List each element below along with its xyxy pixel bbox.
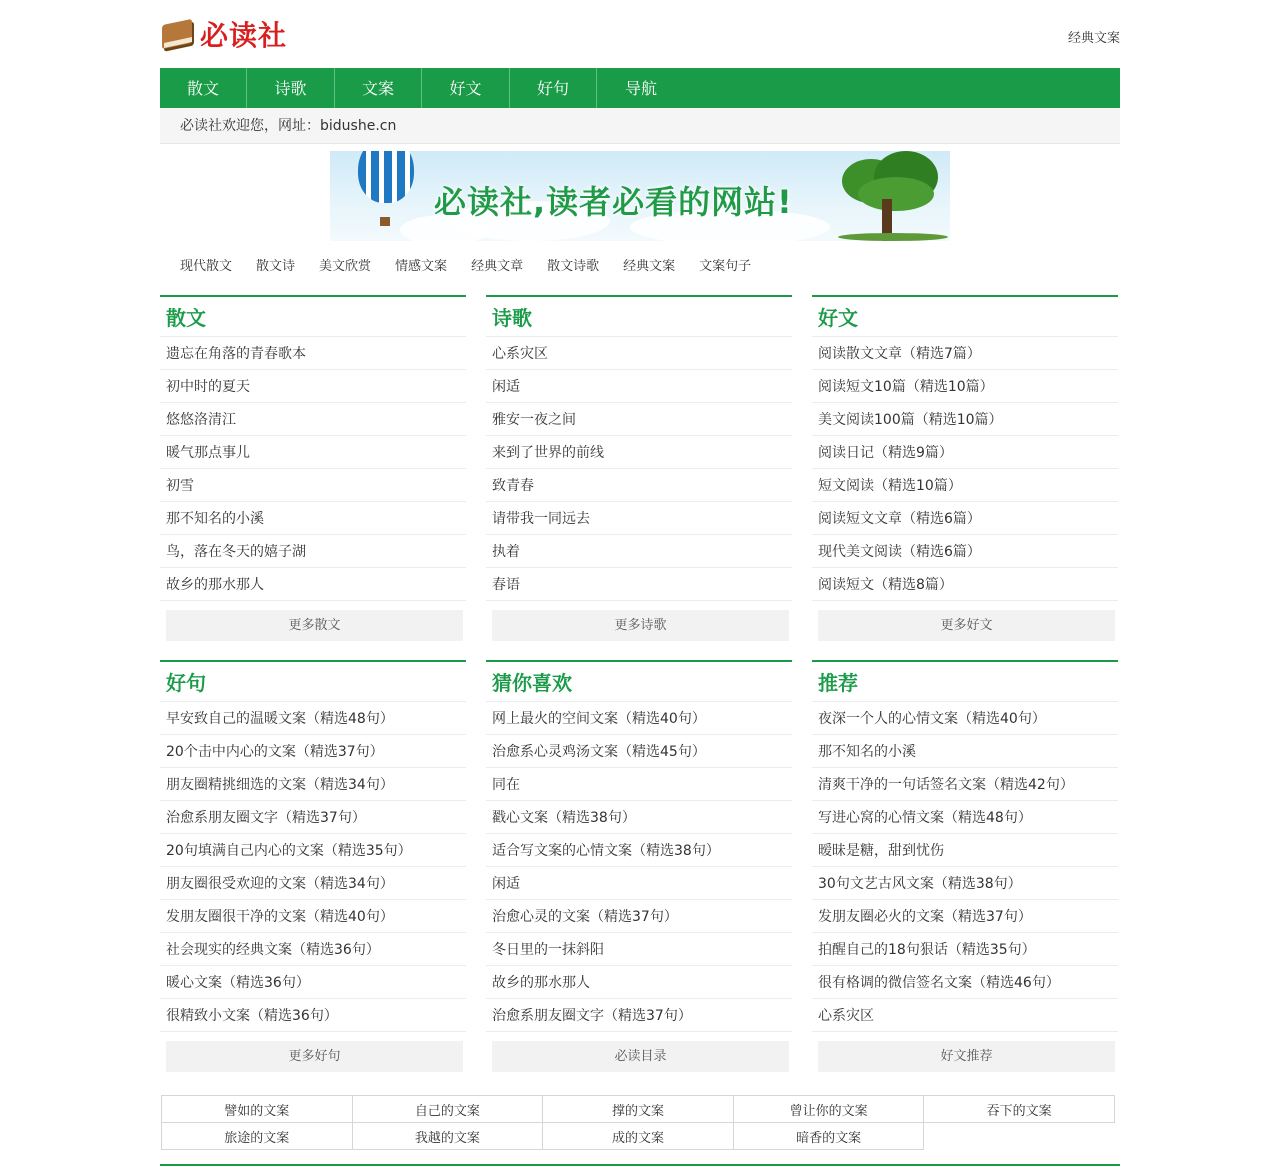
list-item[interactable]: 致青春 bbox=[486, 469, 792, 502]
related-links-table bbox=[161, 1095, 1115, 1150]
list-item[interactable]: 初中时的夏天 bbox=[160, 370, 466, 403]
tag-link[interactable]: 散文诗 bbox=[256, 259, 296, 274]
panel-title[interactable]: 推荐 bbox=[812, 662, 1118, 702]
hot-air-balloon-icon bbox=[358, 151, 414, 217]
article-list bbox=[812, 702, 1118, 1032]
nav-item-copywriting[interactable]: 文案 bbox=[335, 68, 422, 108]
list-item[interactable]: 很精致小文案（精选36句） bbox=[160, 999, 466, 1032]
nav-item-good-articles[interactable]: 好文 bbox=[422, 68, 510, 108]
article-list bbox=[486, 337, 792, 601]
welcome-bar: 必读社欢迎您，网址：bidushe.cn bbox=[160, 108, 1120, 144]
list-item[interactable]: 拍醒自己的18句狠话（精选35句） bbox=[812, 933, 1118, 966]
list-item[interactable]: 阅读短文文章（精选6篇） bbox=[812, 502, 1118, 535]
panel-title[interactable]: 好文 bbox=[812, 297, 1118, 337]
list-item[interactable]: 初雪 bbox=[160, 469, 466, 502]
book-icon bbox=[160, 18, 196, 50]
related-link[interactable]: 自己的文案 bbox=[352, 1096, 543, 1123]
tag-link[interactable]: 经典文章 bbox=[471, 259, 524, 274]
list-item[interactable]: 20句填满自己内心的文案（精选35句） bbox=[160, 834, 466, 867]
list-item[interactable]: 朋友圈精挑细选的文案（精选34句） bbox=[160, 768, 466, 801]
nav-item-navigation[interactable]: 导航 bbox=[624, 79, 657, 98]
list-item[interactable]: 夜深一个人的心情文案（精选40句） bbox=[812, 702, 1118, 735]
list-item[interactable]: 发朋友圈很干净的文案（精选40句） bbox=[160, 900, 466, 933]
list-item[interactable]: 阅读短文10篇（精选10篇） bbox=[812, 370, 1118, 403]
panel-you-may-like bbox=[486, 660, 792, 1072]
list-item[interactable]: 很有格调的微信签名文案（精选46句） bbox=[812, 966, 1118, 999]
list-item[interactable]: 写进心窝的心情文案（精选48句） bbox=[812, 801, 1118, 834]
footer-divider bbox=[160, 1164, 1120, 1166]
related-link[interactable]: 撑的文案 bbox=[543, 1096, 734, 1123]
list-item[interactable]: 30句文艺古风文案（精选38句） bbox=[812, 867, 1118, 900]
list-item[interactable]: 朋友圈很受欢迎的文案（精选34句） bbox=[160, 867, 466, 900]
page-container bbox=[160, 0, 1120, 1146]
related-link[interactable]: 譬如的文案 bbox=[162, 1096, 353, 1123]
nav-item-good-sentences[interactable]: 好句 bbox=[510, 68, 597, 108]
list-item[interactable]: 同在 bbox=[486, 768, 792, 801]
banner-image[interactable] bbox=[330, 151, 950, 241]
site-logo[interactable] bbox=[160, 16, 287, 52]
list-item[interactable]: 现代美文阅读（精选6篇） bbox=[812, 535, 1118, 568]
article-list bbox=[160, 337, 466, 601]
list-item[interactable]: 戳心文案（精选38句） bbox=[486, 801, 792, 834]
banner-text: 必读社,读者必看的网站! bbox=[434, 183, 793, 221]
logo-text: 必读社 bbox=[200, 19, 288, 52]
article-list bbox=[812, 337, 1118, 601]
list-item[interactable]: 闲适 bbox=[486, 867, 792, 900]
panel-prose bbox=[160, 295, 466, 641]
tree-icon bbox=[828, 151, 950, 241]
list-item[interactable]: 那不知名的小溪 bbox=[812, 735, 1118, 768]
list-item[interactable]: 适合写文案的心情文案（精选38句） bbox=[486, 834, 792, 867]
tag-bar bbox=[160, 252, 1120, 282]
related-link[interactable]: 成的文案 bbox=[543, 1123, 734, 1150]
empty-cell bbox=[924, 1123, 1115, 1150]
tag-link[interactable]: 美文欣赏 bbox=[319, 259, 372, 274]
tag-link[interactable]: 情感文案 bbox=[395, 259, 448, 274]
list-item[interactable]: 闲适 bbox=[486, 370, 792, 403]
list-item[interactable]: 暖气那点事儿 bbox=[160, 436, 466, 469]
list-item[interactable]: 治愈系朋友圈文字（精选37句） bbox=[160, 801, 466, 834]
panel-title[interactable]: 猜你喜欢 bbox=[486, 662, 792, 702]
more-button[interactable]: 必读目录 bbox=[492, 1041, 789, 1072]
site-header bbox=[160, 0, 1120, 68]
list-item[interactable]: 短文阅读（精选10篇） bbox=[812, 469, 1118, 502]
more-button[interactable]: 好文推荐 bbox=[818, 1041, 1115, 1072]
list-item[interactable]: 心系灾区 bbox=[812, 999, 1118, 1032]
list-item[interactable]: 发朋友圈必火的文案（精选37句） bbox=[812, 900, 1118, 933]
more-button[interactable]: 更多诗歌 bbox=[492, 610, 789, 641]
list-item[interactable]: 执着 bbox=[486, 535, 792, 568]
more-button[interactable]: 更多好文 bbox=[818, 610, 1115, 641]
related-link[interactable]: 旅途的文案 bbox=[162, 1123, 353, 1150]
panel-good-sentences bbox=[160, 660, 466, 1072]
more-button[interactable]: 更多散文 bbox=[166, 610, 463, 641]
list-item[interactable]: 网上最火的空间文案（精选40句） bbox=[486, 702, 792, 735]
list-item[interactable]: 心系灾区 bbox=[486, 337, 792, 370]
related-link[interactable]: 吞下的文案 bbox=[924, 1096, 1115, 1123]
list-item[interactable]: 暖心文案（精选36句） bbox=[160, 966, 466, 999]
list-item[interactable]: 治愈系心灵鸡汤文案（精选45句） bbox=[486, 735, 792, 768]
list-item[interactable]: 请带我一同远去 bbox=[486, 502, 792, 535]
list-item[interactable]: 治愈心灵的文案（精选37句） bbox=[486, 900, 792, 933]
list-item[interactable]: 暧昧是糖，甜到忧伤 bbox=[812, 834, 1118, 867]
panel-title[interactable]: 散文 bbox=[160, 297, 466, 337]
list-item[interactable]: 美文阅读100篇（精选10篇） bbox=[812, 403, 1118, 436]
panel-recommended bbox=[812, 660, 1118, 1072]
nav-item-prose[interactable]: 散文 bbox=[160, 68, 247, 108]
nav-item-poetry[interactable]: 诗歌 bbox=[247, 68, 335, 108]
tag-link[interactable]: 现代散文 bbox=[180, 259, 233, 274]
list-item[interactable]: 阅读短文（精选8篇） bbox=[812, 568, 1118, 601]
list-item[interactable]: 冬日里的一抹斜阳 bbox=[486, 933, 792, 966]
list-item[interactable]: 那不知名的小溪 bbox=[160, 502, 466, 535]
main-nav bbox=[160, 68, 1120, 108]
list-item[interactable]: 故乡的那水那人 bbox=[486, 966, 792, 999]
list-item[interactable]: 雅安一夜之间 bbox=[486, 403, 792, 436]
related-link[interactable]: 曾让你的文案 bbox=[733, 1096, 924, 1123]
panel-poetry bbox=[486, 295, 792, 641]
list-item[interactable]: 鸟，落在冬天的嬉子湖 bbox=[160, 535, 466, 568]
list-item[interactable]: 20个击中内心的文案（精选37句） bbox=[160, 735, 466, 768]
list-item[interactable]: 春语 bbox=[486, 568, 792, 601]
article-list bbox=[486, 702, 792, 1032]
tag-link[interactable]: 经典文案 bbox=[623, 259, 676, 274]
list-item[interactable]: 社会现实的经典文案（精选36句） bbox=[160, 933, 466, 966]
tag-link[interactable]: 文案句子 bbox=[699, 259, 752, 274]
list-item[interactable]: 遗忘在角落的青春歌本 bbox=[160, 337, 466, 370]
related-link[interactable]: 暗香的文案 bbox=[733, 1123, 924, 1150]
list-item[interactable]: 悠悠洛清江 bbox=[160, 403, 466, 436]
more-button[interactable]: 更多好句 bbox=[166, 1041, 463, 1072]
article-list bbox=[160, 702, 466, 1032]
panel-title[interactable]: 诗歌 bbox=[486, 297, 792, 337]
header-link-classic-copy[interactable]: 经典文案 bbox=[1067, 31, 1120, 46]
list-item[interactable]: 治愈系朋友圈文字（精选37句） bbox=[486, 999, 792, 1032]
list-item[interactable]: 故乡的那水那人 bbox=[160, 568, 466, 601]
list-item[interactable]: 阅读散文文章（精选7篇） bbox=[812, 337, 1118, 370]
list-item[interactable]: 早安致自己的温暖文案（精选48句） bbox=[160, 702, 466, 735]
list-item[interactable]: 来到了世界的前线 bbox=[486, 436, 792, 469]
panel-good-articles bbox=[812, 295, 1118, 641]
tag-link[interactable]: 散文诗歌 bbox=[547, 259, 600, 274]
list-item[interactable]: 阅读日记（精选9篇） bbox=[812, 436, 1118, 469]
list-item[interactable]: 清爽干净的一句话签名文案（精选42句） bbox=[812, 768, 1118, 801]
related-link[interactable]: 我越的文案 bbox=[352, 1123, 543, 1150]
panel-title[interactable]: 好句 bbox=[160, 662, 466, 702]
